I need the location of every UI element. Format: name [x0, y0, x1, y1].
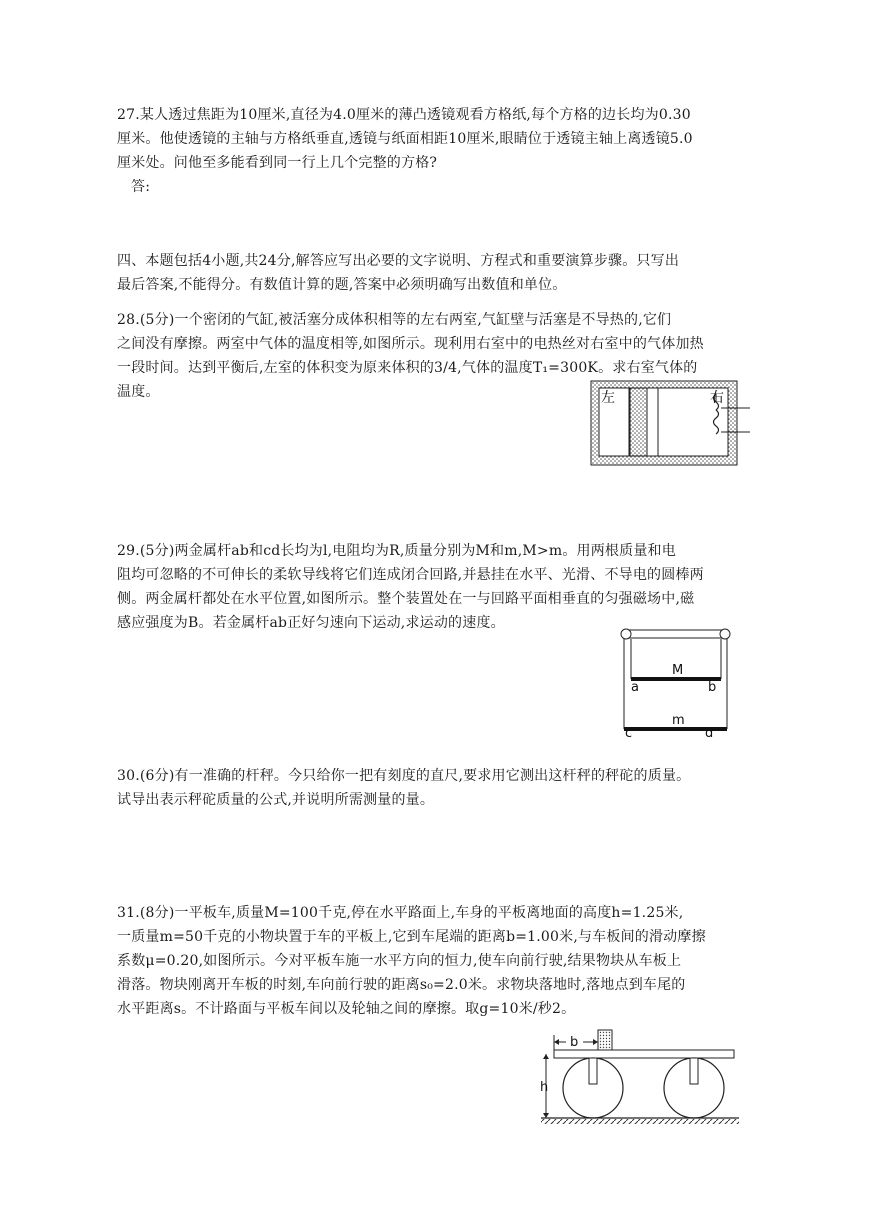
q28-line-4: 温度。 — [117, 384, 160, 400]
q29-line-1: 29.(5分)两金属杆ab和cd长均为l,电阻均为R,质量分别为M和m,M>m。用两根质量和电 — [117, 543, 676, 559]
question-27 — [117, 103, 757, 199]
label-c: c — [625, 726, 633, 740]
label-h-height: h — [540, 1080, 549, 1095]
q31-line-5: 水平距离s。不计路面与平板车间以及轮轴之间的摩擦。取g=10米/秒2。 — [117, 1001, 576, 1017]
left-chamber-label: 左 — [601, 390, 615, 406]
section4-line-2: 最后答案,不能得分。有数值计算的题,答案中必须明确写出数值和单位。 — [117, 277, 567, 293]
q28-cylinder-figure — [590, 380, 750, 468]
q31-line-3: 系数μ=0.20,如图所示。今对平板车施一水平方向的恒力,使车向前行驶,结果物块从车板上 — [117, 953, 682, 969]
q29-line-2: 阻均可忽略的不可伸长的柔软导线将它们连成闭合回路,并悬挂在水平、光滑、不导电的圆棒两 — [117, 567, 704, 583]
piston — [630, 388, 647, 456]
support-rod — [625, 630, 725, 638]
flatbed — [554, 1050, 734, 1058]
q31-line-1: 31.(8分)一平板车,质量M=100千克,停在水平路面上,车身的平板离地面的高度h=1.25米, — [117, 905, 684, 921]
cylinder-diagram — [590, 380, 750, 468]
q28-line-2: 之间没有摩擦。两室中气体的温度相等,如图所示。现利用右室中的电热丝对右室中的气体加热 — [117, 336, 704, 352]
label-d: d — [705, 726, 714, 740]
q29-rods-figure — [615, 625, 745, 740]
q29-line-4: 感应强度为B。若金属杆ab正好匀速向下运动,求运动的速度。 — [117, 615, 505, 631]
q27-answer-label: 答: — [131, 179, 151, 195]
section-4-instructions — [117, 249, 757, 297]
label-b: b — [708, 680, 717, 695]
question-31 — [117, 901, 757, 1021]
right-chamber-label: 右 — [710, 390, 724, 406]
q30-line-1: 30.(6分)有一准确的杆秤。今只给你一把有刻度的直尺,要求用它测出这杆秤的秤砣的质量。 — [117, 768, 691, 784]
q28-line-1: 28.(5分)一个密闭的气缸,被活塞分成体积相等的左右两室,气缸壁与活塞是不导热的,它们 — [117, 312, 672, 328]
q30-line-2: 试导出表示秤砣质量的公式,并说明所需测量的量。 — [117, 792, 435, 808]
q27-line-3: 厘米处。问他至多能看到同一行上几个完整的方格? — [117, 155, 438, 171]
q28-line-3: 一段时间。达到平衡后,左室的体积变为原来体积的3/4,气体的温度T₁=300K。求右室气体的 — [117, 360, 698, 376]
cart-diagram — [536, 1025, 741, 1125]
section4-line-1: 四、本题包括4小题,共24分,解答应写出必要的文字说明、方程式和重要演算步骤。只写出 — [117, 253, 680, 269]
question-30 — [117, 764, 757, 812]
rods-diagram — [615, 625, 745, 740]
label-m: m — [672, 713, 685, 728]
q27-line-2: 厘米。他使透镜的主轴与方格纸垂直,透镜与纸面相距10厘米,眼睛位于透镜主轴上离透镜5.0 — [117, 131, 693, 147]
block — [598, 1030, 612, 1050]
q31-line-2: 一质量m=50千克的小物块置于车的平板上,它到车尾端的距离b=1.00米,与车板间的滑动摩擦 — [117, 929, 706, 945]
q29-line-3: 侧。两金属杆都处在水平位置,如图所示。整个装置处在一与回路平面相垂直的匀强磁场中,磁 — [117, 591, 695, 607]
label-b-distance: b — [570, 1035, 579, 1050]
question-29 — [117, 539, 757, 635]
q31-line-4: 滑落。物块刚离开车板的时刻,车向前行驶的距离s₀=2.0米。求物块落地时,落地点到车尾的 — [117, 977, 686, 993]
label-M: M — [672, 663, 684, 678]
label-a: a — [631, 680, 639, 695]
q27-line-1: 27.某人透过焦距为10厘米,直径为4.0厘米的薄凸透镜观看方格纸,每个方格的边长均为0.30 — [117, 107, 691, 123]
q31-cart-figure — [536, 1025, 741, 1125]
